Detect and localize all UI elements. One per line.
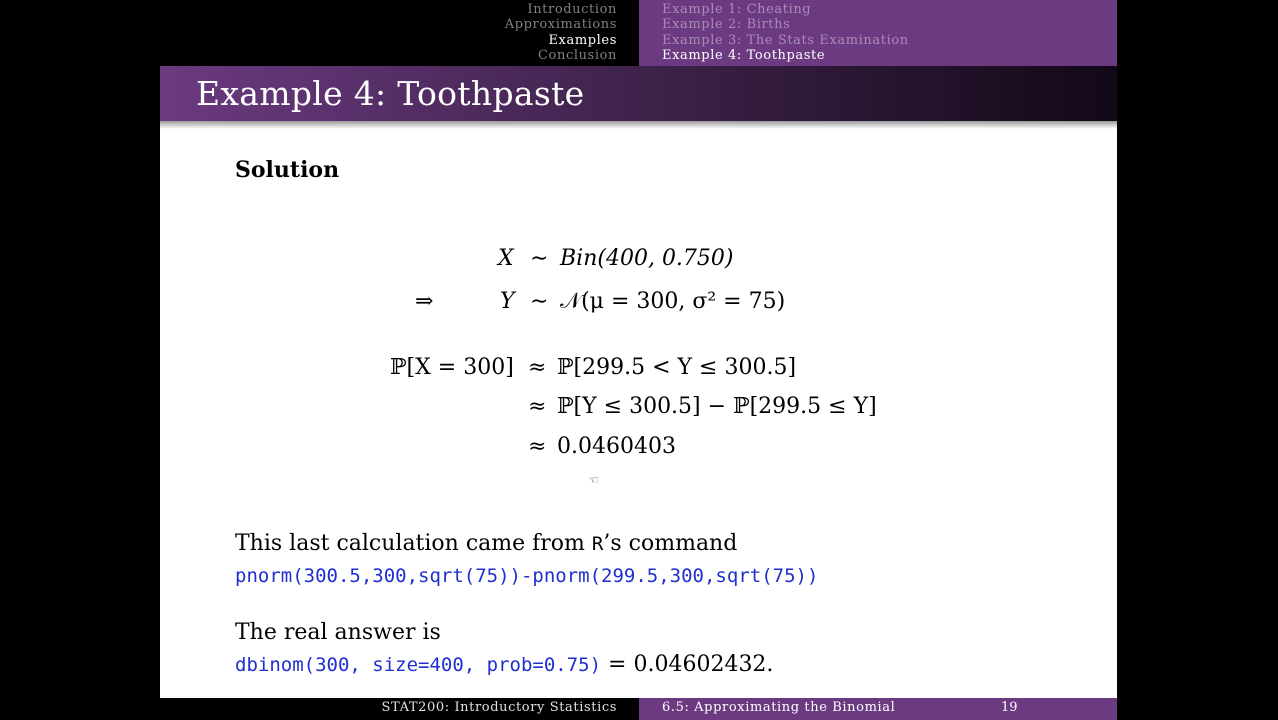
eq3-lhs: ℙ[X = 300] — [390, 355, 514, 380]
eq3-rhs: ℙ[299.5 < Y ≤ 300.5] — [557, 355, 797, 380]
real-answer-label: The real answer is — [235, 620, 441, 645]
block-title: Solution — [235, 157, 340, 183]
eq2-rel: ∼ — [530, 289, 549, 314]
nav-subsection-example-3[interactable]: Example 3: The Stats Examination — [662, 33, 909, 48]
eq4-rhs: ℙ[Y ≤ 300.5] − ℙ[299.5 ≤ Y] — [557, 394, 877, 419]
title-shadow — [160, 121, 1117, 129]
eq1-rhs: Bin(400, 0.750) — [560, 246, 734, 271]
real-answer-line: dbinom(300, size=400, prob=0.75) = 0.04602432. — [235, 652, 774, 677]
slide-body — [160, 129, 1117, 698]
calc-sentence: This last calculation came from R’s command — [235, 531, 738, 556]
calc-code: pnorm(300.5,300,sqrt(75))-pnorm(299.5,300,sqrt(75)) — [235, 565, 819, 587]
nav-subsection-example-4[interactable]: Example 4: Toothpaste — [662, 48, 826, 63]
footer-page-number: 19 — [1001, 700, 1018, 715]
nav-section-introduction[interactable]: Introduction — [527, 2, 617, 17]
footer-right — [639, 698, 1117, 720]
nav-subsection-example-1[interactable]: Example 1: Cheating — [662, 2, 812, 17]
footer-left — [160, 698, 639, 720]
eq4-rel: ≈ — [528, 394, 547, 419]
frame-title: Example 4: Toothpaste — [196, 74, 585, 113]
nav-section-examples[interactable]: Examples — [548, 33, 617, 48]
nav-section-approximations[interactable]: Approximations — [504, 17, 617, 32]
eq1-rel: ∼ — [530, 246, 549, 271]
eq2-implies: ⇒ — [415, 289, 434, 314]
footer-course: STAT200: Introductory Statistics — [381, 700, 617, 715]
hand-cursor-icon: ☜ — [588, 473, 599, 487]
frame-title-bar — [160, 66, 1117, 121]
eq1-lhs: X — [498, 246, 514, 271]
section-navigation — [160, 0, 639, 66]
subsection-navigation — [639, 0, 1117, 66]
eq5-rel: ≈ — [528, 434, 547, 459]
nav-section-conclusion[interactable]: Conclusion — [538, 48, 617, 63]
eq5-rhs: 0.0460403 — [557, 434, 676, 459]
footer-section: 6.5: Approximating the Binomial — [662, 700, 896, 715]
nav-subsection-example-2[interactable]: Example 2: Births — [662, 17, 791, 32]
eq2-lhs: Y — [500, 289, 515, 314]
eq3-rel: ≈ — [528, 355, 547, 380]
eq2-rhs: 𝒩(μ = 300, σ² = 75) — [560, 289, 786, 314]
